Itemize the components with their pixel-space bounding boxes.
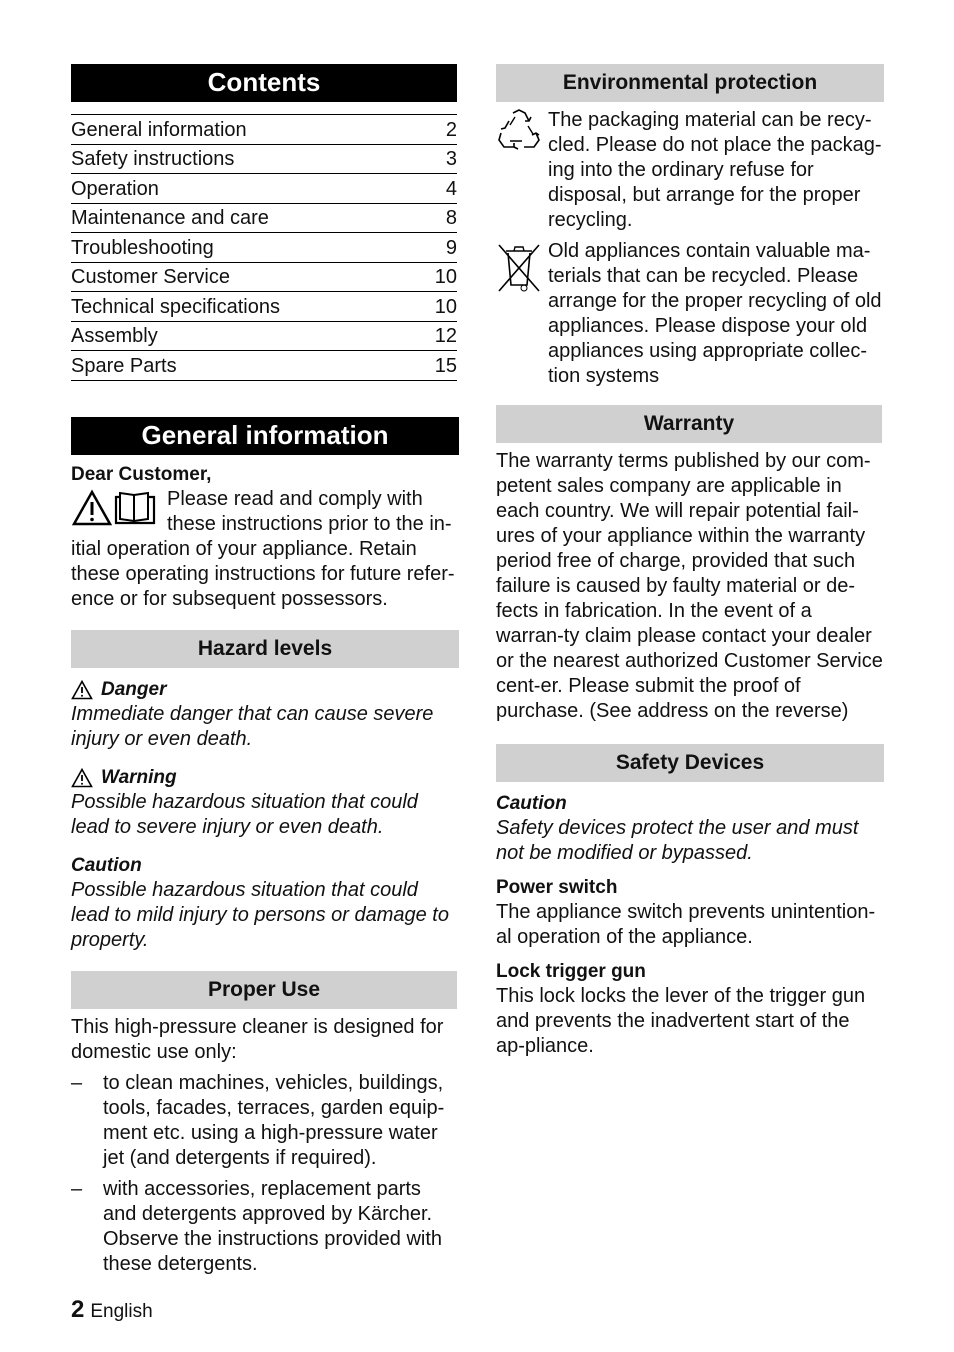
toc-page: 9 — [445, 236, 457, 259]
left-column — [71, 64, 459, 1283]
toc-label: Maintenance and care — [71, 207, 269, 229]
danger-triangle-icon — [71, 680, 93, 700]
safety-caution-heading: Caution — [496, 793, 567, 814]
warning-triangle-icon — [71, 768, 93, 788]
power-switch-heading: Power switch — [496, 877, 618, 898]
warning-triangle-book-icon — [71, 489, 159, 527]
list-item — [71, 1177, 459, 1277]
proper-use-list — [71, 1071, 459, 1277]
right-column — [496, 64, 884, 1059]
toc-row[interactable] — [71, 115, 457, 145]
toc-row[interactable] — [71, 174, 457, 204]
proper-use-intro: This high-pressure cleaner is designed for domestic use only: — [71, 1015, 444, 1063]
toc-page: 12 — [434, 325, 457, 347]
danger-text: Immediate danger that can cause severe injury or even death. — [71, 702, 434, 750]
toc-page: 3 — [445, 148, 457, 170]
footer-language: English — [90, 1301, 153, 1322]
warning-label: Warning — [101, 766, 177, 788]
intro-text: Please read and comply with these instructions prior to the in-itial operation of your appliance. Retain these operating instructions for future refer-ence or for subsequent possessors. — [71, 487, 455, 610]
toc-label: General information — [71, 118, 247, 141]
list-item — [71, 1071, 459, 1171]
caution-text: Possible hazardous situation that could lead to mild injury to persons or damage to property. — [71, 878, 449, 951]
safety-caution-text: Safety devices protect the user and must not be modified or bypassed. — [496, 817, 859, 864]
general-information-title: General information — [71, 417, 459, 455]
toc-page: 8 — [445, 207, 457, 229]
toc-label: Spare Parts — [71, 354, 177, 377]
toc-row[interactable] — [71, 204, 457, 234]
power-switch-text: The appliance switch prevents unintention-al operation of the appliance. — [496, 901, 876, 948]
warranty-text: The warranty terms published by our com-petent sales company are applicable in each country. We will repair potential fail-ures of your appliance within the warranty period free of charge, provided that such failure is caused by faulty material or de-fects in fabrication. In the event of a warran-ty claim please contact your dealer or the nearest authorized Customer Service cent-er. Please submit the proof of purchase. (See address on the reverse) — [496, 450, 883, 722]
warranty-title: Warranty — [496, 405, 882, 443]
toc-label: Troubleshooting — [71, 236, 214, 259]
warning-manual-icons — [71, 489, 161, 529]
toc-row[interactable] — [71, 351, 457, 381]
toc-row[interactable] — [71, 263, 457, 293]
lock-trigger-text: This lock locks the lever of the trigger gun and prevents the inadvertent start of the ap-pliance. — [496, 985, 866, 1057]
toc-page: 15 — [434, 354, 457, 377]
caution-heading: Caution — [71, 854, 142, 876]
crossed-bin-icon — [496, 239, 548, 389]
toc-page: 4 — [445, 177, 457, 200]
toc-label: Safety instructions — [71, 148, 235, 170]
toc-row[interactable] — [71, 233, 457, 263]
packaging-row — [496, 108, 884, 233]
appliances-row — [496, 239, 884, 389]
page-number: 2 — [71, 1296, 85, 1323]
toc-label: Technical specifications — [71, 295, 280, 318]
dear-customer: Dear Customer, — [71, 463, 212, 485]
packaging-text: The packaging material can be recy-cled. Please do not place the packag-ing into the ordinary refuse for disposal, but arrange for the proper recycling. — [548, 109, 882, 231]
appliances-text: Old appliances contain valuable ma-terials that can be recycled. Please arrange for the proper recycling of old appliances. Please dispose your old appliances using appropriate collec-tion systems — [548, 240, 882, 387]
list-dash: – — [71, 1071, 83, 1094]
hazard-levels-title: Hazard levels — [71, 630, 459, 668]
toc-label: Assembly — [71, 325, 158, 347]
warning-heading — [71, 766, 459, 790]
danger-heading — [71, 678, 459, 702]
toc-row[interactable] — [71, 145, 457, 175]
table-of-contents — [71, 114, 457, 381]
proper-use-title: Proper Use — [71, 971, 457, 1009]
contents-title: Contents — [71, 64, 457, 102]
list-item-text: to clean machines, vehicles, buildings, tools, facades, terraces, garden equip-ment etc. using a high-pressure water jet (and detergents if required). — [103, 1071, 445, 1169]
toc-page: 10 — [434, 295, 457, 318]
environmental-protection-title: Environmental protection — [496, 64, 884, 102]
page-footer — [71, 1296, 153, 1324]
safety-devices-title: Safety Devices — [496, 744, 884, 782]
toc-label: Customer Service — [71, 266, 230, 288]
list-item-text: with accessories, replacement parts and detergents approved by Kärcher. Observe the instructions provided with these detergents. — [103, 1177, 443, 1275]
toc-page: 2 — [445, 118, 457, 141]
toc-page: 10 — [434, 266, 457, 288]
list-dash: – — [71, 1177, 83, 1200]
intro-paragraph — [71, 487, 459, 612]
warning-text: Possible hazardous situation that could lead to severe injury or even death. — [71, 790, 418, 838]
toc-row[interactable] — [71, 292, 457, 322]
toc-row[interactable] — [71, 322, 457, 352]
danger-label: Danger — [101, 678, 167, 700]
toc-label: Operation — [71, 177, 159, 200]
lock-trigger-heading: Lock trigger gun — [496, 961, 646, 982]
recycle-icon — [496, 108, 548, 233]
